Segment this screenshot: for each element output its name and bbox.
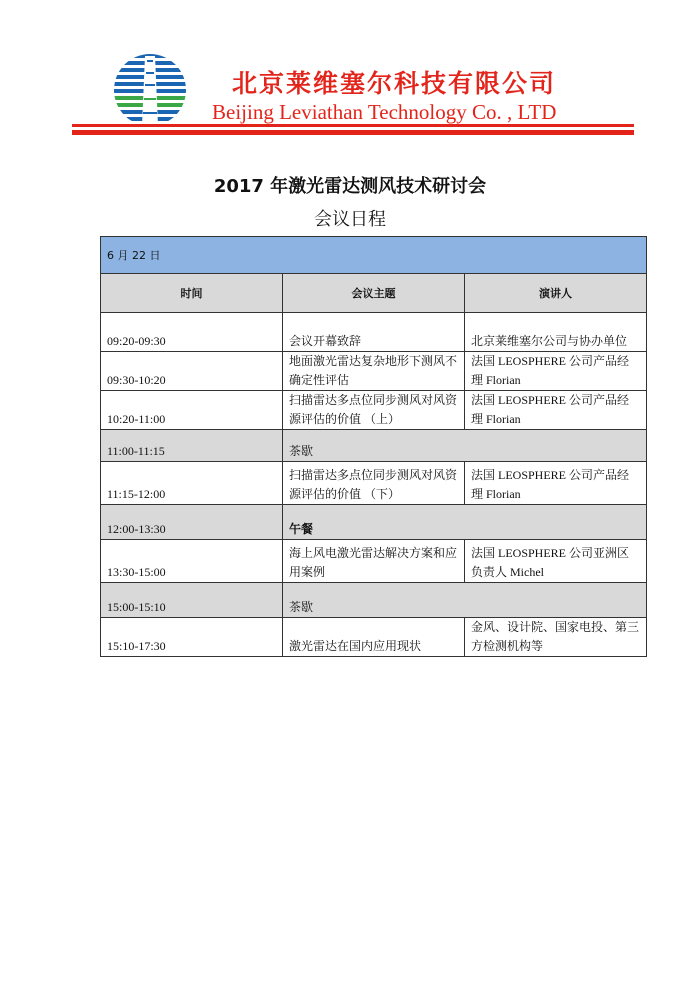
agenda-date-row (101, 237, 647, 274)
session-time: 13:30-15:00 (101, 540, 283, 583)
session-time: 12:00-13:30 (101, 505, 283, 540)
agenda-row (101, 618, 647, 657)
agenda-row (101, 391, 647, 430)
column-header-time: 时间 (101, 274, 283, 313)
session-time: 09:20-09:30 (101, 313, 283, 352)
session-speaker: 法国 LEOSPHERE 公司亚洲区负责人 Michel (465, 540, 647, 583)
session-topic: 扫描雷达多点位同步测风对风资源评估的价值 （下） (283, 462, 465, 505)
session-time: 15:00-15:10 (101, 583, 283, 618)
agenda-break-row (101, 505, 647, 540)
session-speaker: 法国 LEOSPHERE 公司产品经理 Florian (465, 352, 647, 391)
column-header-speaker: 演讲人 (465, 274, 647, 313)
session-speaker: 北京莱维塞尔公司与协办单位 (465, 313, 647, 352)
session-topic: 地面激光雷达复杂地形下测风不确定性评估 (283, 352, 465, 391)
agenda-row (101, 462, 647, 505)
session-topic: 海上风电激光雷达解决方案和应用案例 (283, 540, 465, 583)
header-divider-thin (72, 124, 634, 127)
agenda-row (101, 313, 647, 352)
session-speaker: 法国 LEOSPHERE 公司产品经理 Florian (465, 391, 647, 430)
session-time: 11:15-12:00 (101, 462, 283, 505)
company-name-english: Beijing Leviathan Technology Co. , LTD (212, 100, 557, 124)
company-logo-icon (112, 52, 188, 128)
session-topic: 午餐 (283, 505, 647, 540)
column-header-topic: 会议主题 (283, 274, 465, 313)
agenda-break-row (101, 430, 647, 462)
session-speaker: 金风、设计院、国家电投、第三方检测机构等 (465, 618, 647, 657)
agenda-row (101, 352, 647, 391)
session-time: 09:30-10:20 (101, 352, 283, 391)
agenda-row (101, 540, 647, 583)
session-time: 15:10-17:30 (101, 618, 283, 657)
session-topic: 茶歇 (283, 430, 647, 462)
company-name-chinese: 北京莱维塞尔科技有限公司 (232, 69, 557, 98)
agenda-date: 6 月 22 日 (101, 237, 647, 274)
session-topic: 扫描雷达多点位同步测风对风资源评估的价值 （上） (283, 391, 465, 430)
session-time: 11:00-11:15 (101, 430, 283, 462)
session-time: 10:20-11:00 (101, 391, 283, 430)
session-topic: 激光雷达在国内应用现状 (283, 618, 465, 657)
agenda-header-row (101, 274, 647, 313)
session-topic: 茶歇 (283, 583, 647, 618)
header-divider-thick (72, 130, 634, 135)
session-speaker: 法国 LEOSPHERE 公司产品经理 Florian (465, 462, 647, 505)
document-subtitle: 会议日程 (314, 209, 386, 230)
agenda-break-row (101, 583, 647, 618)
agenda-table (100, 236, 647, 657)
session-topic: 会议开幕致辞 (283, 313, 465, 352)
document-title: 2017 年激光雷达测风技术研讨会 (213, 176, 487, 197)
